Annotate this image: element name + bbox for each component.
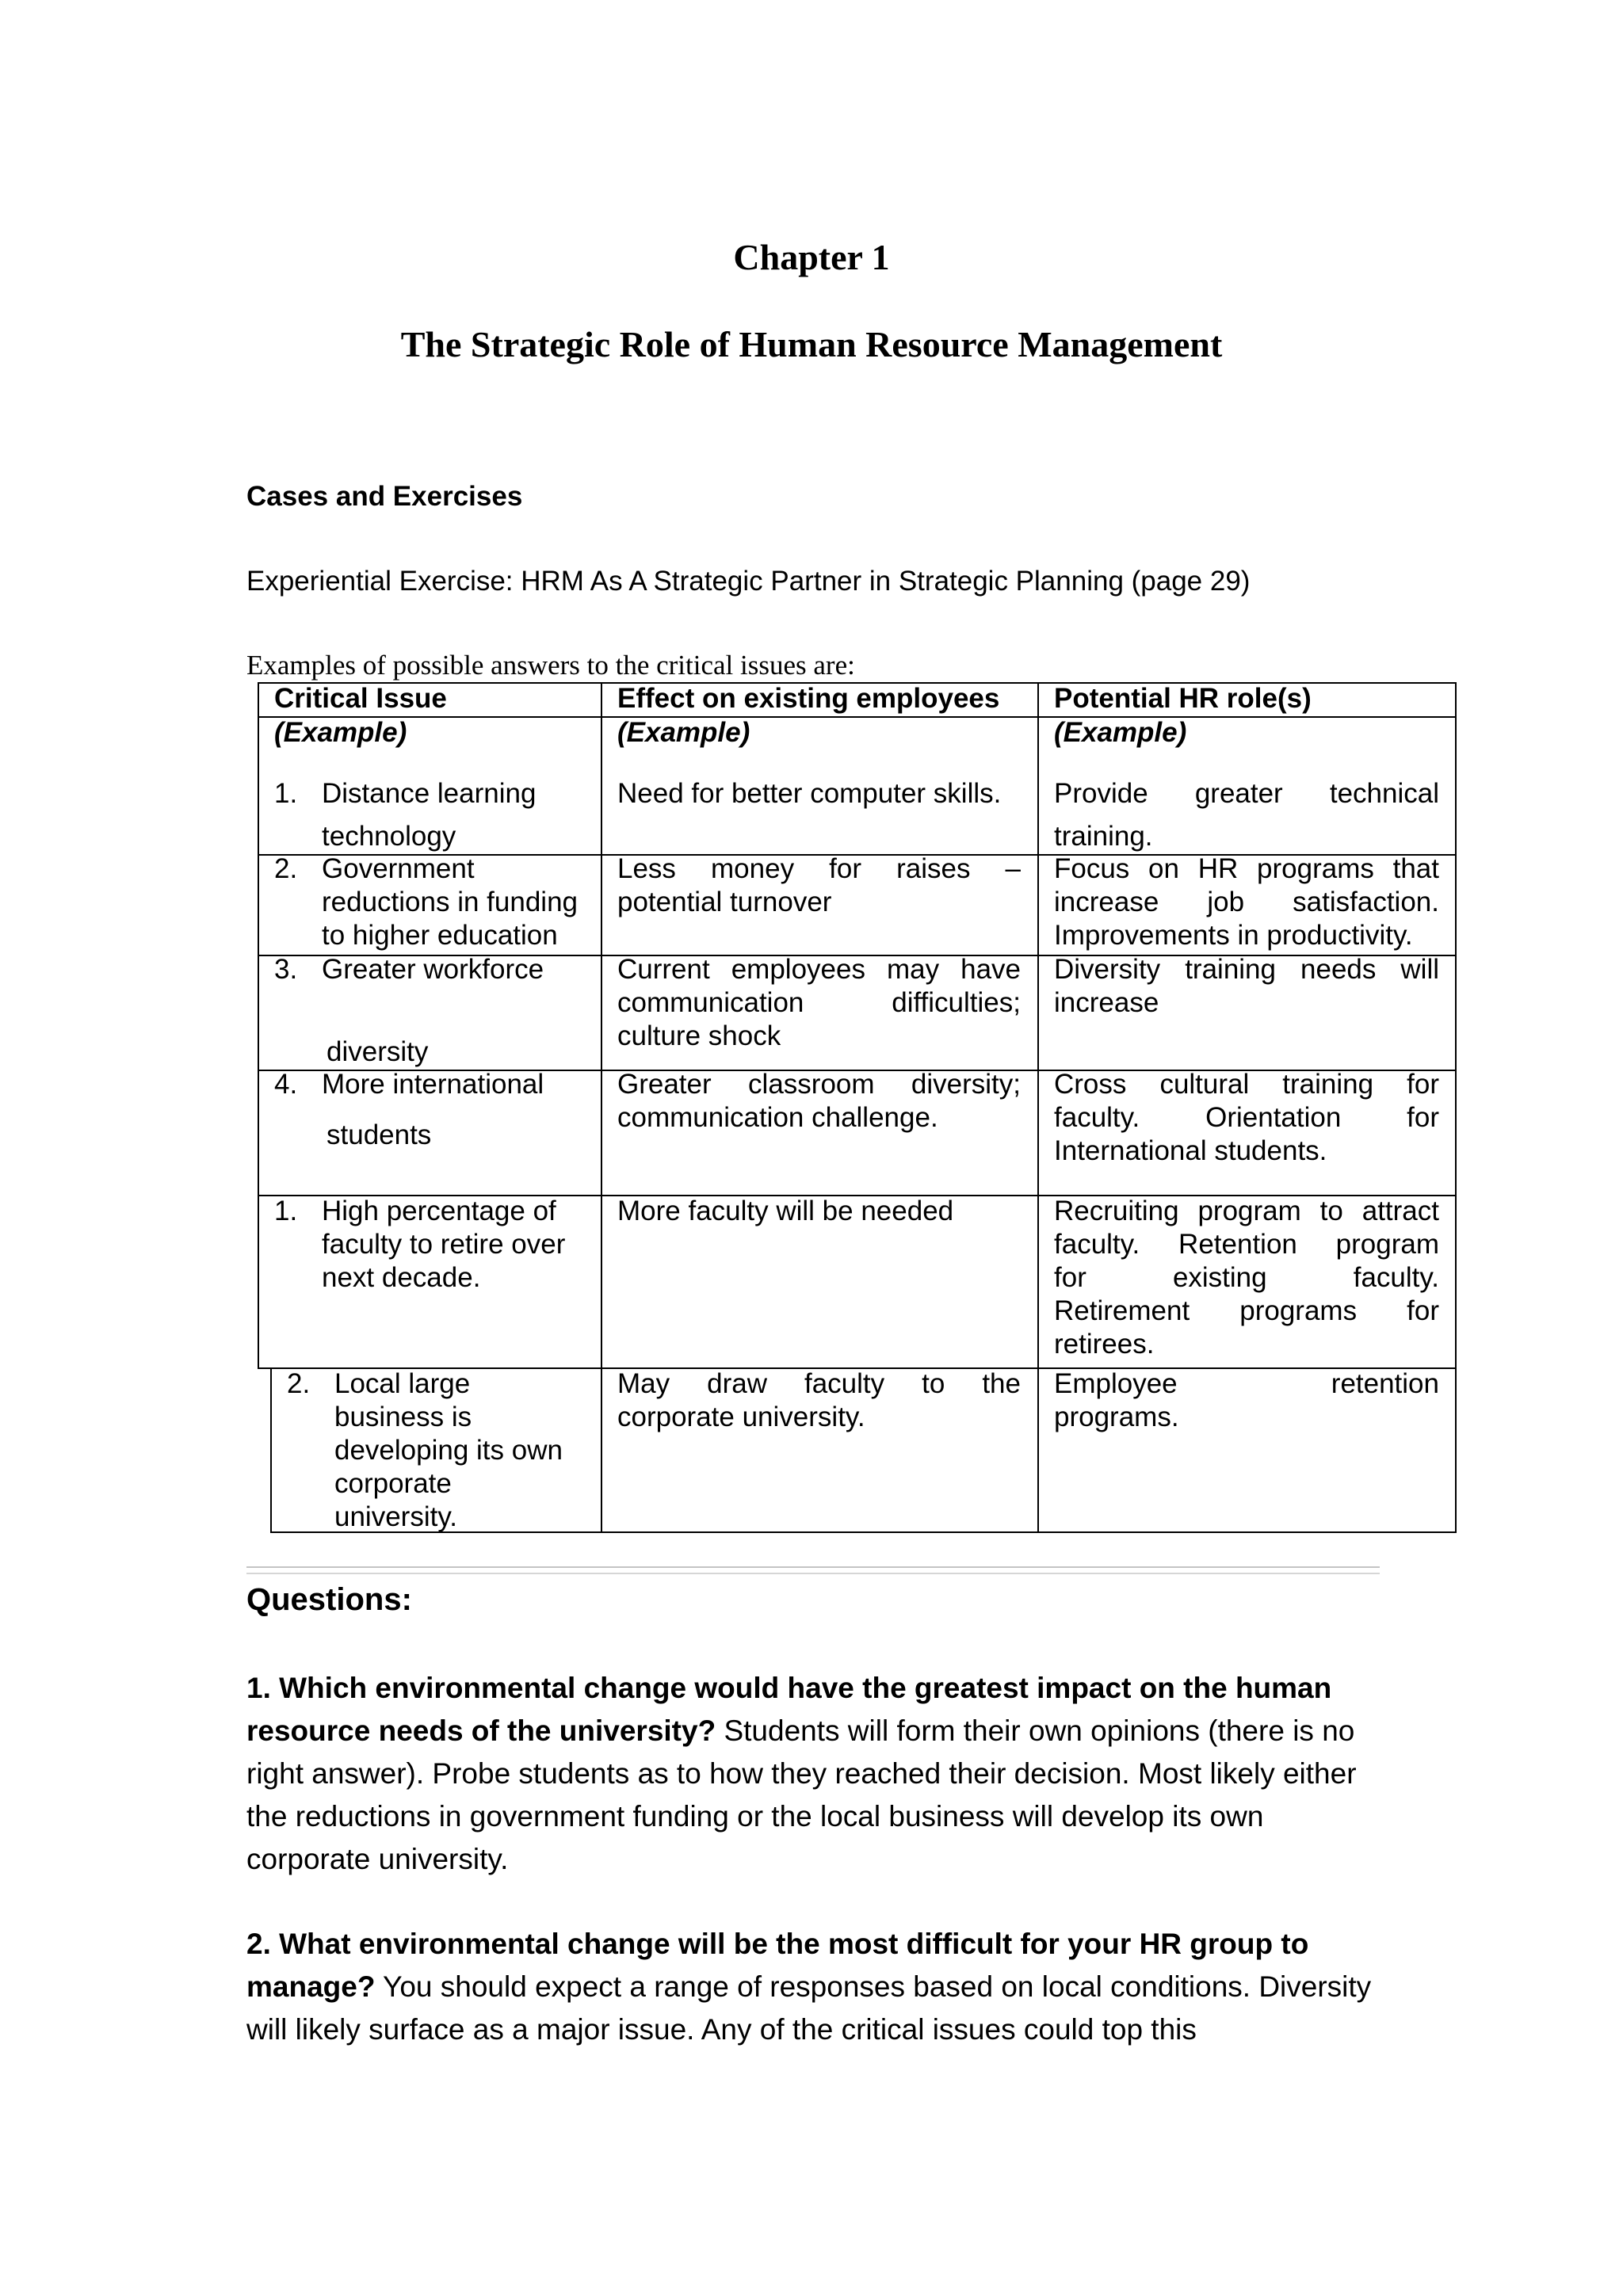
row-number: 4. bbox=[274, 1069, 298, 1100]
question-1-prompt: 1. Which environmental change would have the greatest impact on the human resource needs of the university? bbox=[246, 1672, 1332, 1747]
question-2 bbox=[246, 1923, 1388, 2051]
example-label: (Example) bbox=[274, 717, 407, 748]
row-number: 2. bbox=[274, 853, 298, 884]
hr-role-text: Retirement programs for bbox=[1054, 1295, 1439, 1326]
example-label: (Example) bbox=[617, 717, 750, 748]
hr-role-text: Provide greater technical bbox=[1054, 778, 1439, 809]
critical-issue-text: students bbox=[327, 1119, 432, 1150]
row-number: 3. bbox=[274, 954, 298, 985]
critical-issue-text: business is bbox=[334, 1402, 472, 1432]
column-header-hr-role: Potential HR role(s) bbox=[1054, 683, 1312, 714]
page-title: The Strategic Role of Human Resource Management bbox=[400, 324, 1223, 364]
critical-issue-text: diversity bbox=[327, 1036, 429, 1067]
hr-role-text: increase bbox=[1054, 987, 1159, 1018]
critical-issue-text: More international bbox=[322, 1069, 544, 1100]
section-heading: Cases and Exercises bbox=[246, 481, 523, 512]
row-number: 2. bbox=[287, 1368, 311, 1399]
effect-text: More faculty will be needed bbox=[617, 1196, 954, 1226]
critical-issue-text: developing its own bbox=[334, 1435, 563, 1466]
table-border bbox=[270, 1367, 272, 1533]
chapter-number: Chapter 1 bbox=[733, 237, 890, 277]
critical-issue-text: Local large bbox=[334, 1368, 471, 1399]
question-1-answer: Students will form their own opinions (there is no right answer). Probe students as to how they reached their decision. Most likely either the reductions in government funding or the local business will develop its own corporate university. bbox=[246, 1714, 1357, 1875]
hr-role-text: Focus on HR programs that bbox=[1054, 853, 1439, 884]
table-border bbox=[1455, 682, 1457, 1533]
effect-text: corporate university. bbox=[617, 1402, 865, 1432]
effect-text: May draw faculty to the bbox=[617, 1368, 1021, 1399]
hr-role-text: Diversity training needs will bbox=[1054, 954, 1439, 985]
row-number: 1. bbox=[274, 1196, 298, 1226]
effect-text: communication difficulties; bbox=[617, 987, 1021, 1018]
table-intro: Examples of possible answers to the critical issues are: bbox=[246, 650, 855, 681]
hr-role-text: training. bbox=[1054, 821, 1153, 852]
horizontal-divider bbox=[246, 1566, 1380, 1568]
example-label: (Example) bbox=[1054, 717, 1187, 748]
table-rule bbox=[258, 716, 1457, 718]
hr-role-text: Employee retention bbox=[1054, 1368, 1439, 1399]
column-header-effect: Effect on existing employees bbox=[617, 683, 1000, 714]
horizontal-divider bbox=[246, 1573, 1380, 1574]
hr-role-text: Recruiting program to attract bbox=[1054, 1196, 1439, 1226]
critical-issue-text: Greater workforce bbox=[322, 954, 544, 985]
row-number: 1. bbox=[274, 778, 298, 809]
hr-role-text: programs. bbox=[1054, 1402, 1179, 1432]
question-2-answer: You should expect a range of responses based on local conditions. Diversity will likely surface as a major issue. Any of the critical issues could top this bbox=[246, 1970, 1372, 2046]
hr-role-text: faculty. Orientation for bbox=[1054, 1102, 1439, 1133]
hr-role-text: for existing faculty. bbox=[1054, 1262, 1439, 1293]
hr-role-text: Cross cultural training for bbox=[1054, 1069, 1439, 1100]
effect-text: Current employees may have bbox=[617, 954, 1021, 985]
effect-text: potential turnover bbox=[617, 887, 832, 917]
table-rule bbox=[1037, 682, 1039, 1533]
critical-issue-text: to higher education bbox=[322, 920, 558, 951]
effect-text: Greater classroom diversity; bbox=[617, 1069, 1021, 1100]
hr-role-text: retirees. bbox=[1054, 1329, 1155, 1360]
hr-role-text: faculty. Retention program bbox=[1054, 1229, 1439, 1260]
critical-issue-text: faculty to retire over bbox=[322, 1229, 566, 1260]
effect-text: culture shock bbox=[617, 1020, 781, 1051]
effect-text: communication challenge. bbox=[617, 1102, 938, 1133]
critical-issue-text: Government bbox=[322, 853, 475, 884]
critical-issue-text: High percentage of bbox=[322, 1196, 556, 1226]
question-2-prompt: 2. What environmental change will be the most difficult for your HR group to manage? bbox=[246, 1928, 1309, 2003]
questions-heading: Questions: bbox=[246, 1582, 412, 1617]
exercise-title: Experiential Exercise: HRM As A Strategic Partner in Strategic Planning (page 29) bbox=[246, 566, 1251, 597]
hr-role-text: Improvements in productivity. bbox=[1054, 920, 1413, 951]
table-border bbox=[258, 682, 259, 1369]
critical-issue-text: Distance learning bbox=[322, 778, 537, 809]
table-rule bbox=[601, 682, 602, 1533]
critical-issue-text: reductions in funding bbox=[322, 887, 578, 917]
question-1 bbox=[246, 1667, 1388, 1881]
hr-role-text: International students. bbox=[1054, 1135, 1327, 1166]
critical-issue-text: next decade. bbox=[322, 1262, 481, 1293]
column-header-critical-issue: Critical Issue bbox=[274, 683, 447, 714]
effect-text: Need for better computer skills. bbox=[617, 778, 1002, 809]
effect-text: Less money for raises – bbox=[617, 853, 1021, 884]
hr-role-text: increase job satisfaction. bbox=[1054, 887, 1439, 917]
critical-issue-text: university. bbox=[334, 1501, 457, 1532]
critical-issue-text: corporate bbox=[334, 1468, 452, 1499]
critical-issue-text: technology bbox=[322, 821, 456, 852]
